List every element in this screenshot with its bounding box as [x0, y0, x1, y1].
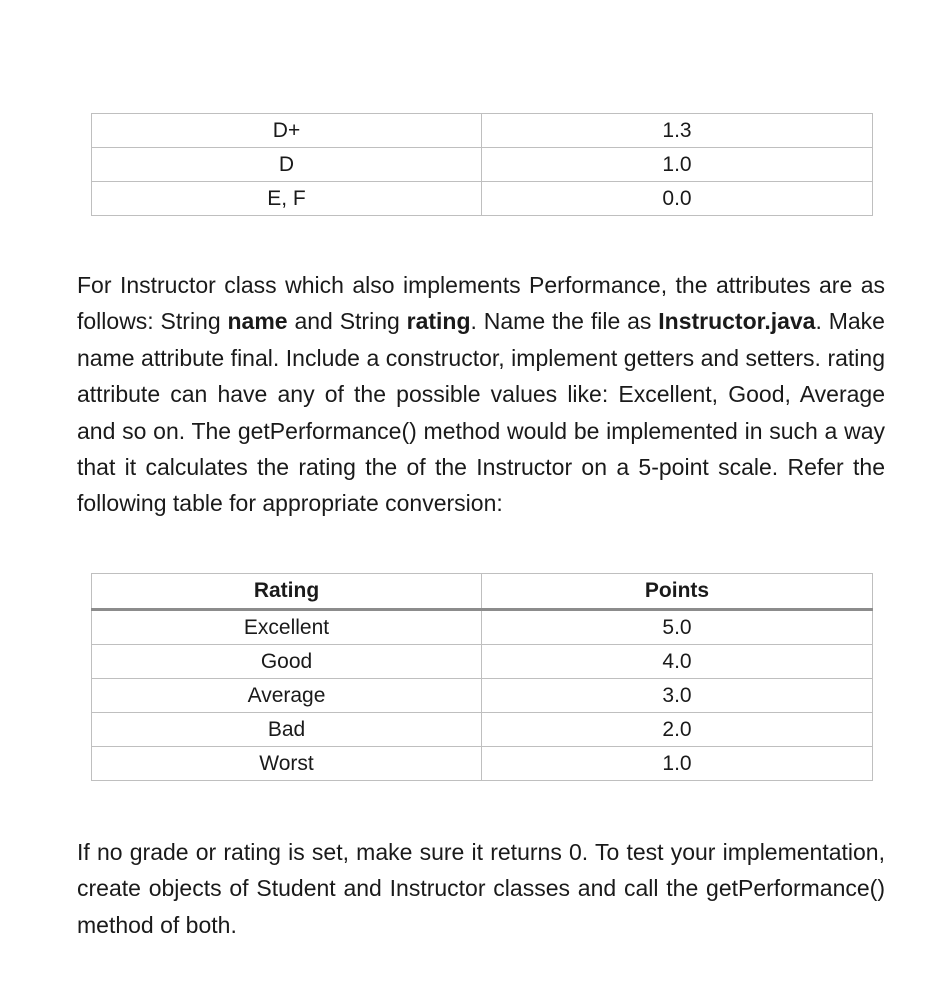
paragraph-text: For Instructor class which also implements Performance, the attributes are as follows: String: [77, 272, 885, 335]
table-row: [92, 114, 873, 148]
testing-instructions-paragraph: If no grade or rating is set, make sure it returns 0. To test your implementation, create objects of Student and Instructor classes and call the getPerformance() method of both.: [77, 839, 885, 938]
grade-cell: E, F: [92, 182, 482, 216]
rating-cell: Worst: [92, 747, 482, 781]
points-cell: 5.0: [482, 610, 873, 645]
rating-cell: Average: [92, 679, 482, 713]
file-name-bold: Instructor.java: [658, 308, 816, 335]
points-cell: 2.0: [482, 713, 873, 747]
table-row: [92, 182, 873, 216]
paragraph-text: and String: [287, 308, 407, 335]
grade-cell: D: [92, 148, 482, 182]
instructor-description-paragraph: [77, 267, 885, 522]
table-row: [92, 148, 873, 182]
table-row: [92, 679, 873, 713]
rating-cell: Good: [92, 645, 482, 679]
points-column-header: Points: [482, 574, 873, 610]
points-cell: 1.0: [482, 747, 873, 781]
rating-column-header: Rating: [92, 574, 482, 610]
points-cell: 3.0: [482, 679, 873, 713]
attribute-name-bold: name: [227, 308, 288, 335]
rating-points-table: [91, 573, 873, 781]
points-cell: 1.3: [482, 114, 873, 148]
table-row: [92, 610, 873, 645]
attribute-rating-bold: rating: [406, 308, 471, 335]
points-cell: 4.0: [482, 645, 873, 679]
table-row: [92, 645, 873, 679]
grade-points-table: [91, 113, 873, 216]
table-header-row: [92, 574, 873, 610]
paragraph-text: . Make name attribute final. Include a constructor, implement getters and setters. rating attribute can have any of the possible values like: Excellent, Good, Average and so on. The getPerformance() method would be implemented in such a way that it calculates the rating the of the Instructor on a 5-point scale. Refer the following table for appropriate conversion:: [77, 308, 885, 517]
table-row: [92, 713, 873, 747]
grade-cell: D+: [92, 114, 482, 148]
points-cell: 0.0: [482, 182, 873, 216]
table-row: [92, 747, 873, 781]
rating-cell: Excellent: [92, 610, 482, 645]
rating-cell: Bad: [92, 713, 482, 747]
paragraph-text: . Name the file as: [470, 308, 659, 335]
points-cell: 1.0: [482, 148, 873, 182]
